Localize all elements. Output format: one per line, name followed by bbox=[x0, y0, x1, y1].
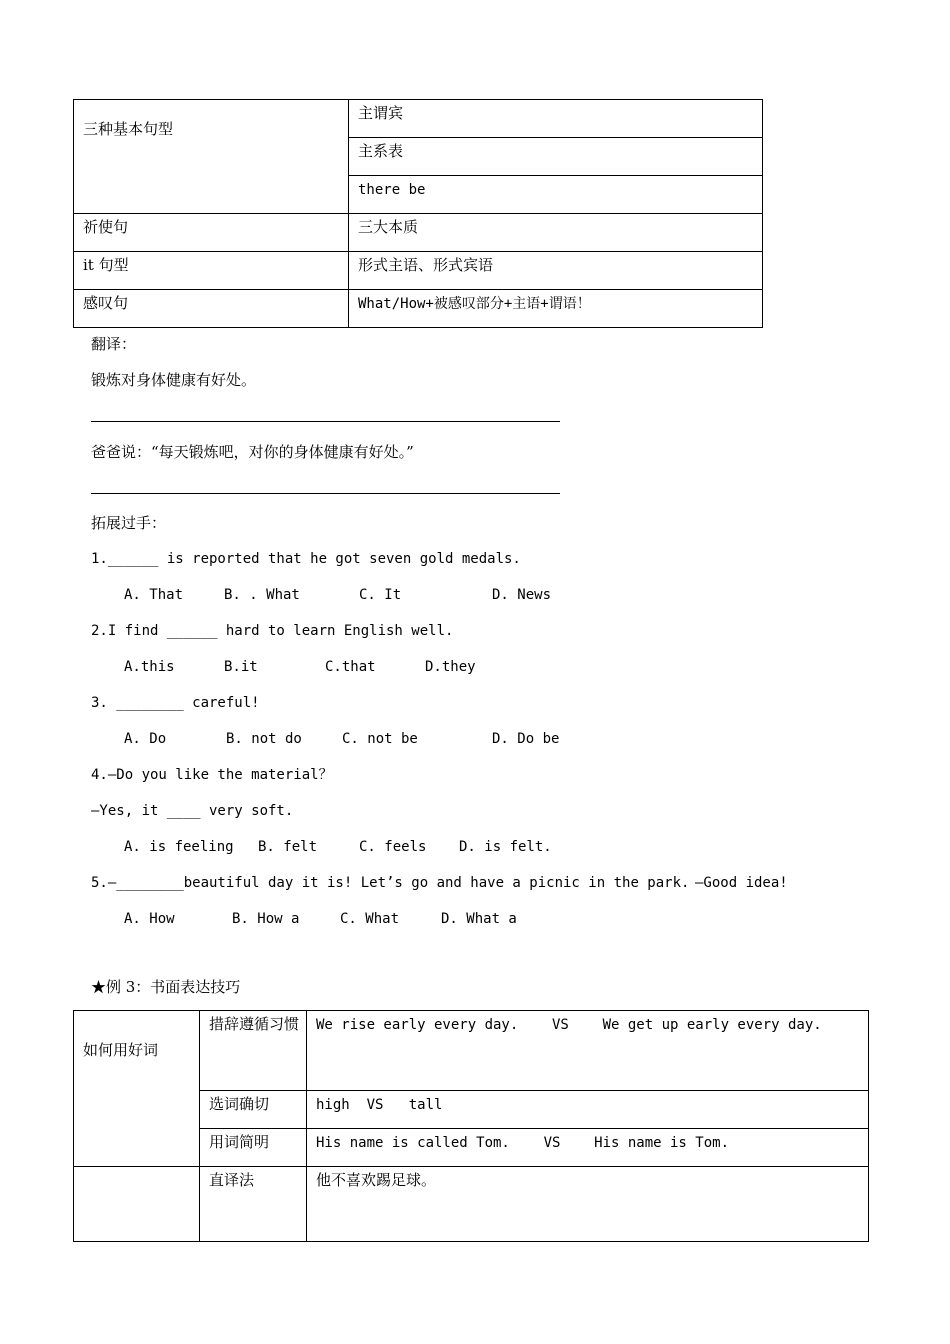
sentence-type-it bbox=[74, 252, 349, 290]
q3-option-d[interactable]: D. Do be bbox=[492, 731, 560, 747]
question-5-reply: —Good idea! bbox=[695, 875, 788, 891]
sentence-type-basic bbox=[74, 100, 349, 214]
cell-text: it 句型 bbox=[83, 256, 129, 274]
cell-text: 祈使句 bbox=[83, 218, 129, 236]
answer-line-2[interactable] bbox=[91, 493, 560, 494]
q2-option-b[interactable]: B.it bbox=[224, 659, 258, 675]
question-1: 1.______ is reported that he got seven gold medals. bbox=[91, 551, 521, 567]
q3-option-b[interactable]: B. not do bbox=[226, 731, 302, 747]
q5-option-d[interactable]: D. What a bbox=[441, 911, 517, 927]
cell-precise bbox=[200, 1091, 307, 1129]
cell-text: 措辞遵循习惯 bbox=[209, 1015, 300, 1033]
cell-svo bbox=[349, 100, 763, 138]
cell-it bbox=[349, 252, 763, 290]
sentence-type-exclamatory bbox=[74, 290, 349, 328]
q2-option-c[interactable]: C.that bbox=[325, 659, 376, 675]
question-5: 5.—________beautiful day it is! Let’s go and have a picnic in the park. bbox=[91, 875, 690, 891]
sentence-types-table bbox=[73, 99, 763, 328]
q3-option-c[interactable]: C. not be bbox=[342, 731, 418, 747]
group-empty bbox=[74, 1167, 200, 1242]
cell-imperative bbox=[349, 214, 763, 252]
translation-sentence-2: 爸爸说：“每天锻炼吧，对你的身体健康有好处。” bbox=[91, 443, 414, 461]
q4-option-d[interactable]: D. is felt. bbox=[459, 839, 552, 855]
translation-sentence-1: 锻炼对身体健康有好处。 bbox=[91, 371, 257, 389]
cell-precise-example bbox=[307, 1091, 869, 1129]
question-2: 2.I find ______ hard to learn English well. bbox=[91, 623, 454, 639]
cell-concise-example bbox=[307, 1129, 869, 1167]
cell-text: What/How+被感叹部分+主语+谓语！ bbox=[358, 296, 591, 312]
cell-there-be bbox=[349, 176, 763, 214]
question-3: 3. ________ careful! bbox=[91, 695, 260, 711]
q5-option-c[interactable]: C. What bbox=[340, 911, 400, 927]
q1-option-b[interactable]: B. . What bbox=[224, 587, 300, 603]
q5-option-b[interactable]: B. How a bbox=[232, 911, 300, 927]
cell-text: 直译法 bbox=[209, 1171, 255, 1189]
translation-heading: 翻译： bbox=[91, 335, 137, 353]
cell-idiomatic-example bbox=[307, 1011, 869, 1091]
question-4-reply: —Yes, it ____ very soft. bbox=[91, 803, 294, 819]
question-4: 4.—Do you like the material？ bbox=[91, 767, 333, 783]
cell-text: 感叹句 bbox=[83, 294, 129, 312]
cell-idiomatic bbox=[200, 1011, 307, 1091]
q4-option-c[interactable]: C. feels bbox=[359, 839, 427, 855]
cell-text: We rise early every day. VS We get up early every day. bbox=[316, 1017, 822, 1033]
cell-text: 三大本质 bbox=[358, 218, 419, 236]
sentence-type-imperative bbox=[74, 214, 349, 252]
q1-option-c[interactable]: C. It bbox=[359, 587, 402, 603]
q3-option-a[interactable]: A. Do bbox=[124, 731, 167, 747]
q1-option-d[interactable]: D. News bbox=[492, 587, 552, 603]
group-good-words bbox=[74, 1011, 200, 1167]
q2-option-d[interactable]: D.they bbox=[425, 659, 476, 675]
q4-option-b[interactable]: B. felt bbox=[258, 839, 318, 855]
q5-option-a[interactable]: A. How bbox=[124, 911, 175, 927]
cell-text: 选词确切 bbox=[209, 1095, 270, 1113]
example-3-heading: ★例 3：书面表达技巧 bbox=[91, 978, 241, 996]
cell-text: 三种基本句型 bbox=[83, 120, 174, 138]
cell-concise bbox=[200, 1129, 307, 1167]
cell-text: there be bbox=[358, 182, 426, 198]
cell-text: His name is called Tom. VS His name is Tom. bbox=[316, 1135, 730, 1151]
answer-line-1[interactable] bbox=[91, 421, 560, 422]
cell-text: 如何用好词 bbox=[83, 1041, 159, 1059]
cell-literal-example bbox=[307, 1167, 869, 1242]
cell-linking bbox=[349, 138, 763, 176]
cell-literal bbox=[200, 1167, 307, 1242]
q1-option-a[interactable]: A. That bbox=[124, 587, 184, 603]
cell-text: 他不喜欢踢足球。 bbox=[316, 1171, 437, 1189]
cell-text: 用词简明 bbox=[209, 1133, 270, 1151]
cell-exclamatory bbox=[349, 290, 763, 328]
writing-skills-table bbox=[73, 1010, 869, 1242]
cell-text: 主系表 bbox=[358, 142, 404, 160]
q2-option-a[interactable]: A.this bbox=[124, 659, 175, 675]
cell-text: 主谓宾 bbox=[358, 104, 404, 122]
cell-text: high VS tall bbox=[316, 1097, 443, 1113]
practice-heading: 拓展过手： bbox=[91, 514, 167, 532]
q4-option-a[interactable]: A. is feeling bbox=[124, 839, 234, 855]
cell-text: 形式主语、形式宾语 bbox=[358, 256, 494, 274]
